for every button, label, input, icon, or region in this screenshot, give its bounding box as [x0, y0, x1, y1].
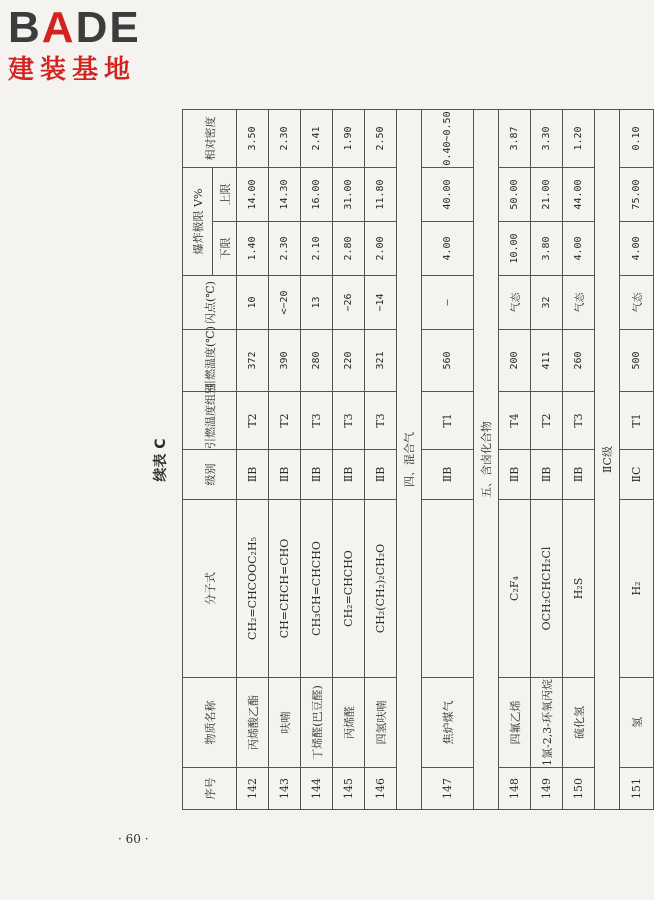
cell-ign: 500: [620, 330, 654, 392]
header-density: 相对密度: [183, 110, 237, 168]
cell-seq: 142: [237, 768, 269, 810]
cell-low: 4.00: [563, 222, 595, 276]
cell-group: T2: [269, 392, 301, 450]
cell-name: 1氯-2,3-环氧丙烷: [531, 678, 563, 768]
table-row: [333, 110, 365, 810]
cell-name: 四氢呋喃: [365, 678, 397, 768]
cell-low: 4.00: [620, 222, 654, 276]
cell-flash: —: [422, 276, 474, 330]
header-explosion: 爆炸极限 V%: [183, 168, 213, 276]
cell-den: 2.50: [365, 110, 397, 168]
cell-seq: 147: [422, 768, 474, 810]
section-row: [595, 110, 620, 810]
cell-class: ⅡC: [620, 450, 654, 500]
section-title: 四、混合气: [397, 110, 422, 810]
cell-flash: 气态: [563, 276, 595, 330]
cell-formula: CH=CHCH=CHO: [269, 500, 301, 678]
cell-low: 10.00: [499, 222, 531, 276]
cell-name: 硫化氢: [563, 678, 595, 768]
cell-group: T3: [365, 392, 397, 450]
brand-subtitle: 建装基地: [8, 55, 137, 85]
header-formula: 分子式: [183, 500, 237, 678]
section-title: ⅡC级: [595, 110, 620, 810]
cell-ign: 411: [531, 330, 563, 392]
table-caption: 续表 C: [153, 438, 169, 482]
cell-formula: CH₂(CH₂)₂CH₂O: [365, 500, 397, 678]
header-flash: 闪点(℃): [183, 276, 237, 330]
cell-up: 14.00: [237, 168, 269, 222]
cell-up: 31.00: [333, 168, 365, 222]
cell-formula: CH₃CH=CHCHO: [301, 500, 333, 678]
cell-up: 11.80: [365, 168, 397, 222]
cell-flash: 13: [301, 276, 333, 330]
cell-den: 3.87: [499, 110, 531, 168]
cell-formula: CH₂=CHCOOC₂H₅: [237, 500, 269, 678]
cell-flash: 气态: [620, 276, 654, 330]
cell-ign: 260: [563, 330, 595, 392]
page-number: · 60 ·: [118, 832, 149, 846]
cell-class: ⅡB: [531, 450, 563, 500]
cell-ign: 200: [499, 330, 531, 392]
cell-up: 44.00: [563, 168, 595, 222]
section-row: [474, 110, 499, 810]
cell-seq: 151: [620, 768, 654, 810]
header-seq: 序号: [183, 768, 237, 810]
cell-up: 40.00: [422, 168, 474, 222]
cell-low: 1.40: [237, 222, 269, 276]
rotated-page-content: [130, 110, 644, 810]
cell-seq: 144: [301, 768, 333, 810]
cell-low: 2.30: [269, 222, 301, 276]
header-name: 物质名称: [183, 678, 237, 768]
header-class: 级别: [183, 450, 237, 500]
cell-low: 3.80: [531, 222, 563, 276]
cell-ign: 560: [422, 330, 474, 392]
cell-group: T3: [333, 392, 365, 450]
cell-name: 丙烯酸乙酯: [237, 678, 269, 768]
cell-seq: 145: [333, 768, 365, 810]
table-row: [301, 110, 333, 810]
cell-class: ⅡB: [301, 450, 333, 500]
cell-up: 16.00: [301, 168, 333, 222]
cell-name: 氢: [620, 678, 654, 768]
cell-name: 丙烯醛: [333, 678, 365, 768]
cell-ign: 321: [365, 330, 397, 392]
cell-flash: −14: [365, 276, 397, 330]
cell-formula: OCH₂CHCH₂Cl: [531, 500, 563, 678]
header-temp-group: 引燃温度组别: [183, 392, 237, 450]
cell-den: 3.50: [237, 110, 269, 168]
header-lower: 下限: [213, 222, 237, 276]
substance-table: [182, 109, 654, 810]
section-row: [397, 110, 422, 810]
section-title: 五、含卤化合物: [474, 110, 499, 810]
cell-den: 1.90: [333, 110, 365, 168]
cell-seq: 146: [365, 768, 397, 810]
cell-name: 丁烯醛(巴豆醛): [301, 678, 333, 768]
cell-name: 呋喃: [269, 678, 301, 768]
cell-group: T2: [237, 392, 269, 450]
cell-group: T2: [531, 392, 563, 450]
cell-den: 1.20: [563, 110, 595, 168]
cell-flash: 气态: [499, 276, 531, 330]
cell-name: 焦炉煤气: [422, 678, 474, 768]
cell-low: 2.80: [333, 222, 365, 276]
cell-den: 0.40~0.50: [422, 110, 474, 168]
cell-seq: 149: [531, 768, 563, 810]
cell-class: ⅡB: [563, 450, 595, 500]
cell-low: 2.00: [365, 222, 397, 276]
cell-ign: 220: [333, 330, 365, 392]
table-row: [365, 110, 397, 810]
cell-class: ⅡB: [269, 450, 301, 500]
cell-up: 21.00: [531, 168, 563, 222]
cell-group: T3: [301, 392, 333, 450]
cell-formula: H₂: [620, 500, 654, 678]
cell-low: 4.00: [422, 222, 474, 276]
cell-ign: 372: [237, 330, 269, 392]
cell-name: 四氟乙烯: [499, 678, 531, 768]
cell-up: 14.30: [269, 168, 301, 222]
table-row: [563, 110, 595, 810]
cell-class: ⅡB: [237, 450, 269, 500]
header-ignition: 引燃温度(℃): [183, 330, 237, 392]
cell-low: 2.10: [301, 222, 333, 276]
cell-up: 75.00: [620, 168, 654, 222]
cell-ign: 390: [269, 330, 301, 392]
table-row: [531, 110, 563, 810]
cell-seq: 148: [499, 768, 531, 810]
cell-formula: H₂S: [563, 500, 595, 678]
cell-formula: [422, 500, 474, 678]
cell-seq: 150: [563, 768, 595, 810]
cell-class: ⅡB: [333, 450, 365, 500]
table-row: [237, 110, 269, 810]
cell-flash: −26: [333, 276, 365, 330]
cell-flash: 32: [531, 276, 563, 330]
cell-group: T1: [422, 392, 474, 450]
cell-class: ⅡB: [422, 450, 474, 500]
cell-den: 0.10: [620, 110, 654, 168]
cell-den: 2.41: [301, 110, 333, 168]
cell-class: ⅡB: [365, 450, 397, 500]
cell-class: ⅡB: [499, 450, 531, 500]
table-row: [269, 110, 301, 810]
header-upper: 上限: [213, 168, 237, 222]
cell-den: 3.30: [531, 110, 563, 168]
brand-wordmark: BADE: [8, 3, 141, 52]
cell-group: T4: [499, 392, 531, 450]
cell-flash: 10: [237, 276, 269, 330]
cell-group: T1: [620, 392, 654, 450]
cell-up: 50.00: [499, 168, 531, 222]
cell-ign: 280: [301, 330, 333, 392]
bade-logo: [8, 3, 178, 92]
cell-seq: 143: [269, 768, 301, 810]
cell-formula: CH₂=CHCHO: [333, 500, 365, 678]
table-row: [422, 110, 474, 810]
table-row: [620, 110, 654, 810]
cell-den: 2.30: [269, 110, 301, 168]
cell-group: T3: [563, 392, 595, 450]
table-row: [499, 110, 531, 810]
cell-flash: <−20: [269, 276, 301, 330]
cell-formula: C₂F₄: [499, 500, 531, 678]
